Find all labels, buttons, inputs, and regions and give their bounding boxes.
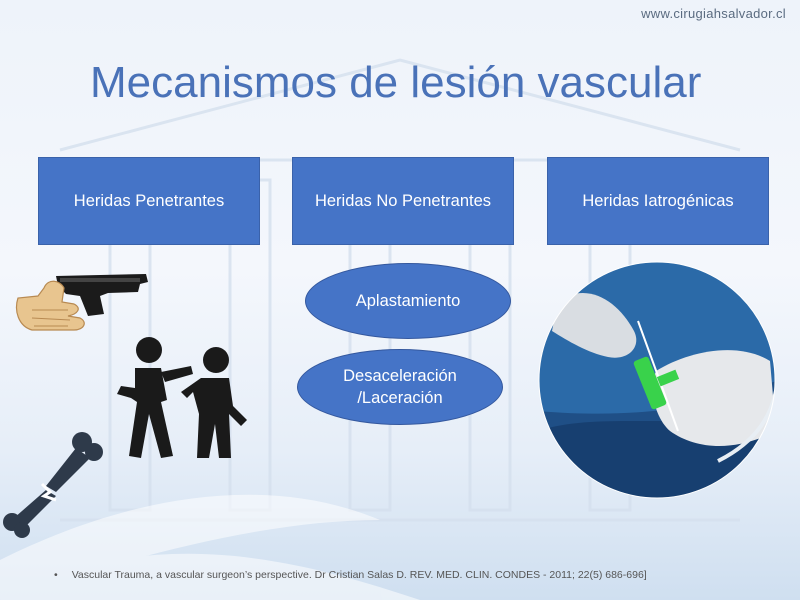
- slide-title: Mecanismos de lesión vascular: [90, 58, 702, 107]
- reference-text: Vascular Trauma, a vascular surgeon’s perspective. Dr Cristian Salas D. REV. MED. CLIN. CONDES - 2011; 22(5) 686-696]: [71, 569, 647, 581]
- ellipse-label-line1: Desaceleración: [343, 366, 457, 385]
- broken-bone-icon: [2, 430, 102, 534]
- ellipse-desaceleracion: [297, 349, 503, 425]
- box-label: Heridas No Penetrantes: [314, 191, 492, 210]
- ellipse-label-line2: /Laceración: [357, 389, 443, 407]
- site-url[interactable]: www.cirugiahsalvador.cl: [641, 6, 786, 21]
- box-heridas-penetrantes: [38, 157, 260, 245]
- ellipse-aplastamiento: [305, 263, 511, 339]
- box-heridas-no-penetrantes: [292, 157, 514, 245]
- people-fighting-icon: [117, 336, 249, 460]
- reference-bullet: •: [54, 569, 58, 581]
- hand-gun-icon: [8, 266, 150, 342]
- reference-citation: [54, 569, 647, 581]
- box-heridas-iatrogenicas: [547, 157, 769, 245]
- ellipse-label: Aplastamiento: [355, 291, 461, 310]
- catheter-procedure-photo: [538, 261, 776, 499]
- box-label: Heridas Iatrogénicas: [582, 191, 734, 210]
- box-label: Heridas Penetrantes: [73, 191, 225, 210]
